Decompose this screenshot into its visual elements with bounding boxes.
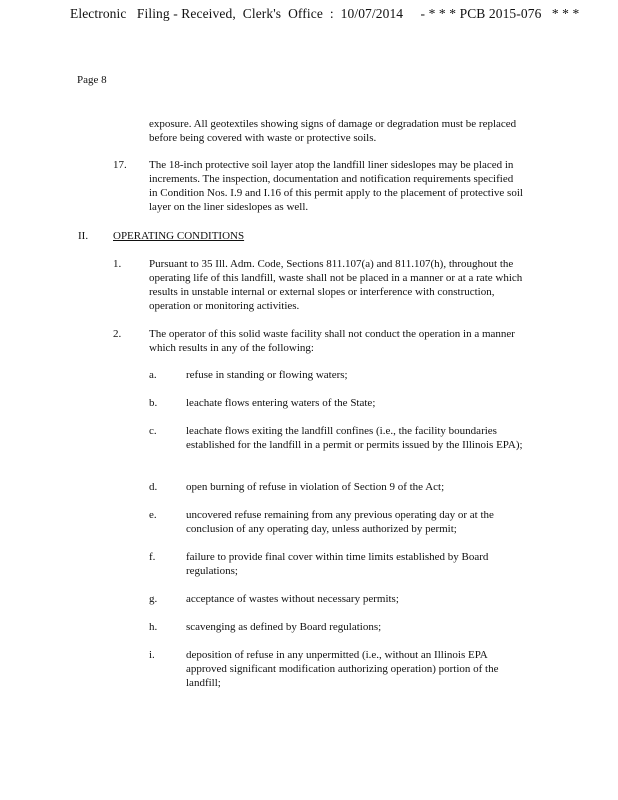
subitem-text: uncovered refuse remaining from any previous operating day or at the conclusion of any operating day, unless authorized by permit; [186,509,494,535]
subitem-letter: f. [149,551,156,563]
item-2-text: The operator of this solid waste facility shall not conduct the operation in a manner which results in any of the following: [149,328,515,354]
item-1-number: 1. [113,258,122,270]
filing-stamp-header: Electronic Filing - Received, Clerk's Office : 10/07/2014 - * * * PCB 2015-076 * * * [70,6,580,21]
subitem-text: leachate flows entering waters of the State; [186,397,376,409]
subitem-letter: c. [149,425,157,437]
section-title: OPERATING CONDITIONS [113,230,245,242]
section-number: II. [78,230,89,242]
subitem-text: scavenging as defined by Board regulations; [186,621,382,633]
subitem-text: open burning of refuse in violation of Section 9 of the Act; [186,481,445,493]
subitem-text: refuse in standing or flowing waters; [186,369,348,381]
subitem-text: leachate flows exiting the landfill confines (i.e., the facility boundaries established for the landfill in a permit or permits issued by the Illinois EPA); [186,425,523,451]
item-17-number: 17. [113,159,127,171]
continuation-paragraph: exposure. All geotextiles showing signs of damage or degradation must be replaced before being covered with waste or protective soils. [149,118,517,144]
subitem-text: failure to provide final cover within time limits established by Board regulations; [186,551,489,577]
item-1-text: Pursuant to 35 Ill. Adm. Code, Sections 811.107(a) and 811.107(h), throughout the operating life of this landfill, waste shall not be placed in a manner or at a rate which results in unstable internal or external slopes or interference with construction, operation or monitoring activities. [149,258,523,312]
subitem-text: deposition of refuse in any unpermitted (i.e., without an Illinois EPA approved significant modification authorizing operation) portion of the landfill; [186,649,499,689]
subitem-letter: e. [149,509,157,521]
subitem-letter: g. [149,593,158,605]
subitem-letter: i. [149,649,155,661]
subitem-letter: d. [149,481,158,493]
subitem-letter: h. [149,621,158,633]
subitem-text: acceptance of wastes without necessary permits; [186,593,399,605]
subitem-letter: a. [149,369,157,381]
item-17-text: The 18-inch protective soil layer atop the landfill liner sideslopes may be placed in increments. The inspection, documentation and notification requirements specified in Condition Nos. I.9 and I.16 of this permit apply to the placement of protective soil layer on the liner sideslopes as well. [149,159,523,213]
subitem-letter: b. [149,397,158,409]
item-2-number: 2. [113,328,122,340]
page-number: Page 8 [77,74,107,86]
